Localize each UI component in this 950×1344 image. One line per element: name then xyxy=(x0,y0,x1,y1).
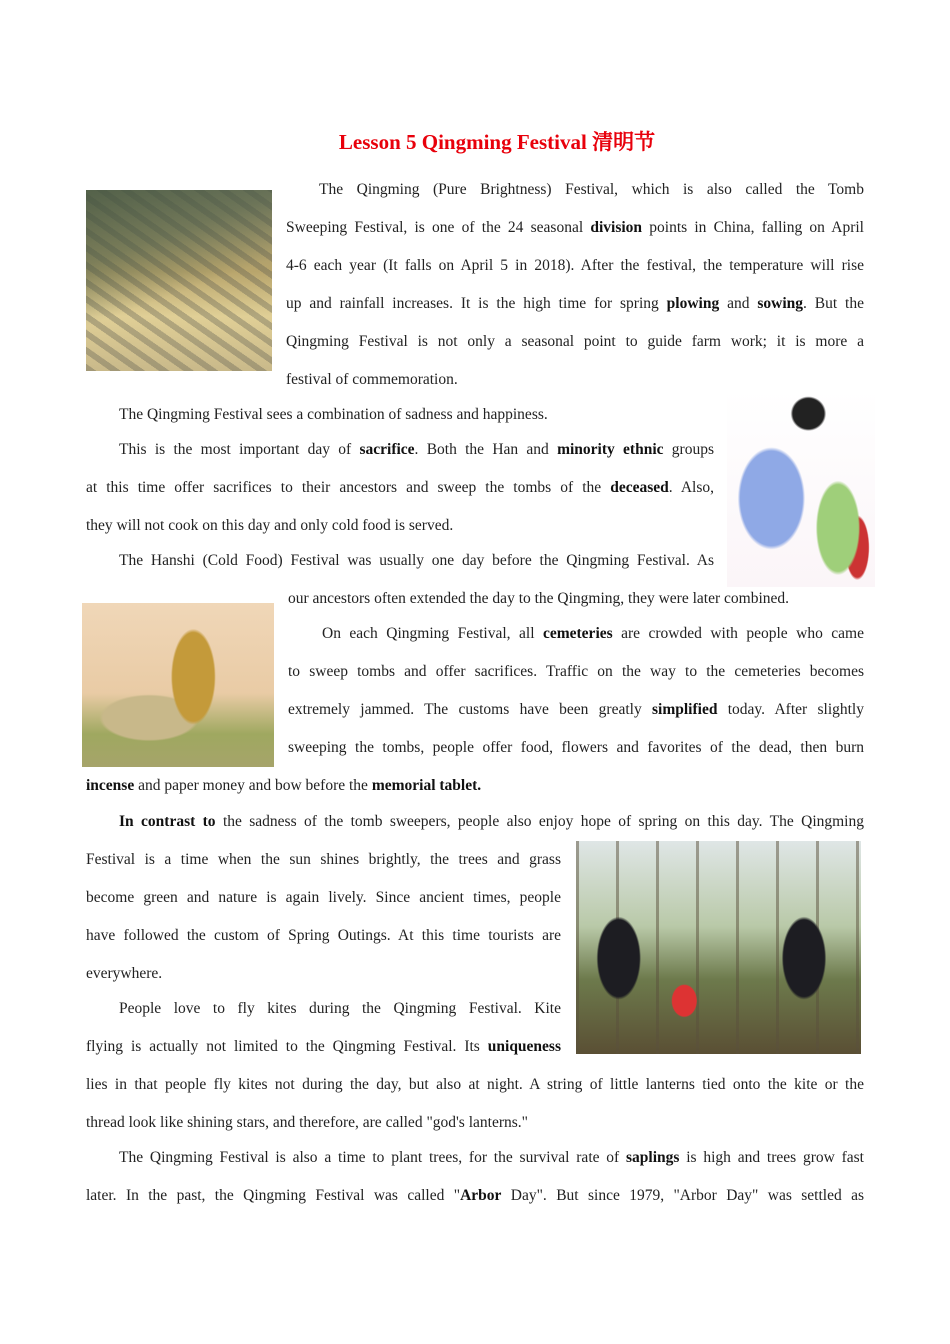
text-line xyxy=(119,439,714,461)
text-segment: become green and nature is again lively. Since ancient times, people xyxy=(86,889,561,906)
text-segment: later. In the past, the Qingming Festival was called " xyxy=(86,1187,461,1204)
text-segment: extremely jammed. The customs have been greatly xyxy=(288,701,652,718)
text-segment: Qingming Festival is not only a seasonal point to guide farm work; it is more a xyxy=(286,333,864,350)
bold-term: cemeteries xyxy=(542,625,613,642)
text-segment: . But the xyxy=(803,295,864,312)
text-segment: they will not cook on this day and only cold food is served. xyxy=(86,517,454,534)
bold-term: minority ethnic xyxy=(557,441,664,458)
text-segment: People love to fly kites during the Qingming Festival. Kite xyxy=(119,1000,561,1017)
text-segment: Day". But since 1979, "Arbor Day" was settled as xyxy=(501,1187,864,1204)
bold-term: sowing xyxy=(757,295,804,312)
text-line xyxy=(286,369,864,391)
bold-term: uniqueness xyxy=(487,1038,561,1055)
text-line xyxy=(86,775,864,797)
text-segment: thread look like shining stars, and therefore, are called "god's lanterns." xyxy=(86,1114,528,1131)
text-segment: sweeping the tombs, people offer food, flowers and favorites of the dead, then burn xyxy=(288,739,864,756)
text-line xyxy=(86,925,561,947)
text-line xyxy=(288,737,864,759)
text-segment: is high and trees grow fast xyxy=(679,1149,864,1166)
text-line xyxy=(86,963,561,985)
text-line xyxy=(119,550,714,572)
text-segment: the sadness of the tomb sweepers, people also enjoy hope of spring on this day. The Qingming xyxy=(215,813,864,830)
text-line xyxy=(119,404,714,426)
text-segment: festival of commemoration. xyxy=(286,371,458,388)
text-segment: flying is actually not limited to the Qingming Festival. Its xyxy=(86,1038,488,1055)
text-line xyxy=(288,699,864,721)
text-segment: to sweep tombs and offer sacrifices. Traffic on the way to the cemeteries becomes xyxy=(288,663,864,680)
page-title: Lesson 5 Qingming Festival 清明节 xyxy=(338,130,656,154)
text-segment: today. After slightly xyxy=(717,701,864,718)
text-segment: up and rainfall increases. It is the high time for spring xyxy=(286,295,667,312)
text-segment: Sweeping Festival, is one of the 24 seasonal xyxy=(286,219,591,236)
text-line xyxy=(86,849,561,871)
text-segment: are crowded with people who came xyxy=(612,625,864,642)
text-segment: everywhere. xyxy=(86,965,163,982)
text-line xyxy=(319,179,864,201)
text-line xyxy=(288,661,864,683)
text-segment: On each Qingming Festival, all xyxy=(322,625,543,642)
text-line xyxy=(286,331,864,353)
text-line xyxy=(86,477,714,499)
text-segment: This is the most important day of xyxy=(119,441,360,458)
text-line xyxy=(286,293,864,315)
text-line xyxy=(86,1036,561,1058)
text-line xyxy=(86,1112,864,1134)
text-segment: at this time offer sacrifices to their ancestors and sweep the tombs of the xyxy=(86,479,611,496)
bold-term: sacrifice xyxy=(359,441,415,458)
text-segment: 4-6 each year (It falls on April 5 in 2018). After the festival, the temperature will rise xyxy=(286,257,864,274)
bold-term: plowing xyxy=(666,295,720,312)
tomb-worship-image xyxy=(82,603,274,767)
text-line xyxy=(286,217,864,239)
text-line xyxy=(86,515,714,537)
text-line xyxy=(86,1074,864,1096)
text-segment: . Both the Han and xyxy=(414,441,558,458)
text-line xyxy=(86,887,561,909)
text-segment: . Also, xyxy=(668,479,714,496)
bold-term: division xyxy=(590,219,643,236)
text-line xyxy=(288,588,864,610)
ladies-on-swing-image xyxy=(727,390,875,587)
qingming-painting-image xyxy=(86,190,272,371)
text-line xyxy=(86,1185,864,1207)
text-segment: The Qingming (Pure Brightness) Festival, which is also called the Tomb xyxy=(319,181,864,198)
bold-term: In contrast to xyxy=(119,813,216,830)
text-segment: groups xyxy=(663,441,714,458)
text-segment: our ancestors often extended the day to the Qingming, they were later combined. xyxy=(288,590,790,607)
text-segment: The Qingming Festival sees a combination of sadness and happiness. xyxy=(119,406,548,423)
text-line xyxy=(119,811,864,833)
text-segment: have followed the custom of Spring Outings. At this time tourists are xyxy=(86,927,561,944)
text-segment: and paper money and bow before the xyxy=(134,777,372,794)
bold-term: deceased xyxy=(610,479,669,496)
text-line xyxy=(119,998,561,1020)
bold-term: incense xyxy=(86,777,135,794)
text-line xyxy=(119,1147,864,1169)
bold-term: simplified xyxy=(652,701,718,718)
text-line xyxy=(322,623,864,645)
text-segment: The Qingming Festival is also a time to plant trees, for the survival rate of xyxy=(119,1149,627,1166)
text-segment: lies in that people fly kites not during the day, but also at night. A string of little lanterns tied onto the kite or the xyxy=(86,1076,864,1093)
text-segment: The Hanshi (Cold Food) Festival was usually one day before the Qingming Festival. As xyxy=(119,552,714,569)
bold-term: memorial tablet. xyxy=(371,777,482,794)
text-line xyxy=(286,255,864,277)
bold-term: Arbor xyxy=(460,1187,502,1204)
text-segment: Festival is a time when the sun shines brightly, the trees and grass xyxy=(86,851,561,868)
text-segment: points in China, falling on April xyxy=(642,219,864,236)
tree-planting-photo xyxy=(576,841,861,1054)
text-segment: and xyxy=(719,295,758,312)
bold-term: saplings xyxy=(626,1149,680,1166)
